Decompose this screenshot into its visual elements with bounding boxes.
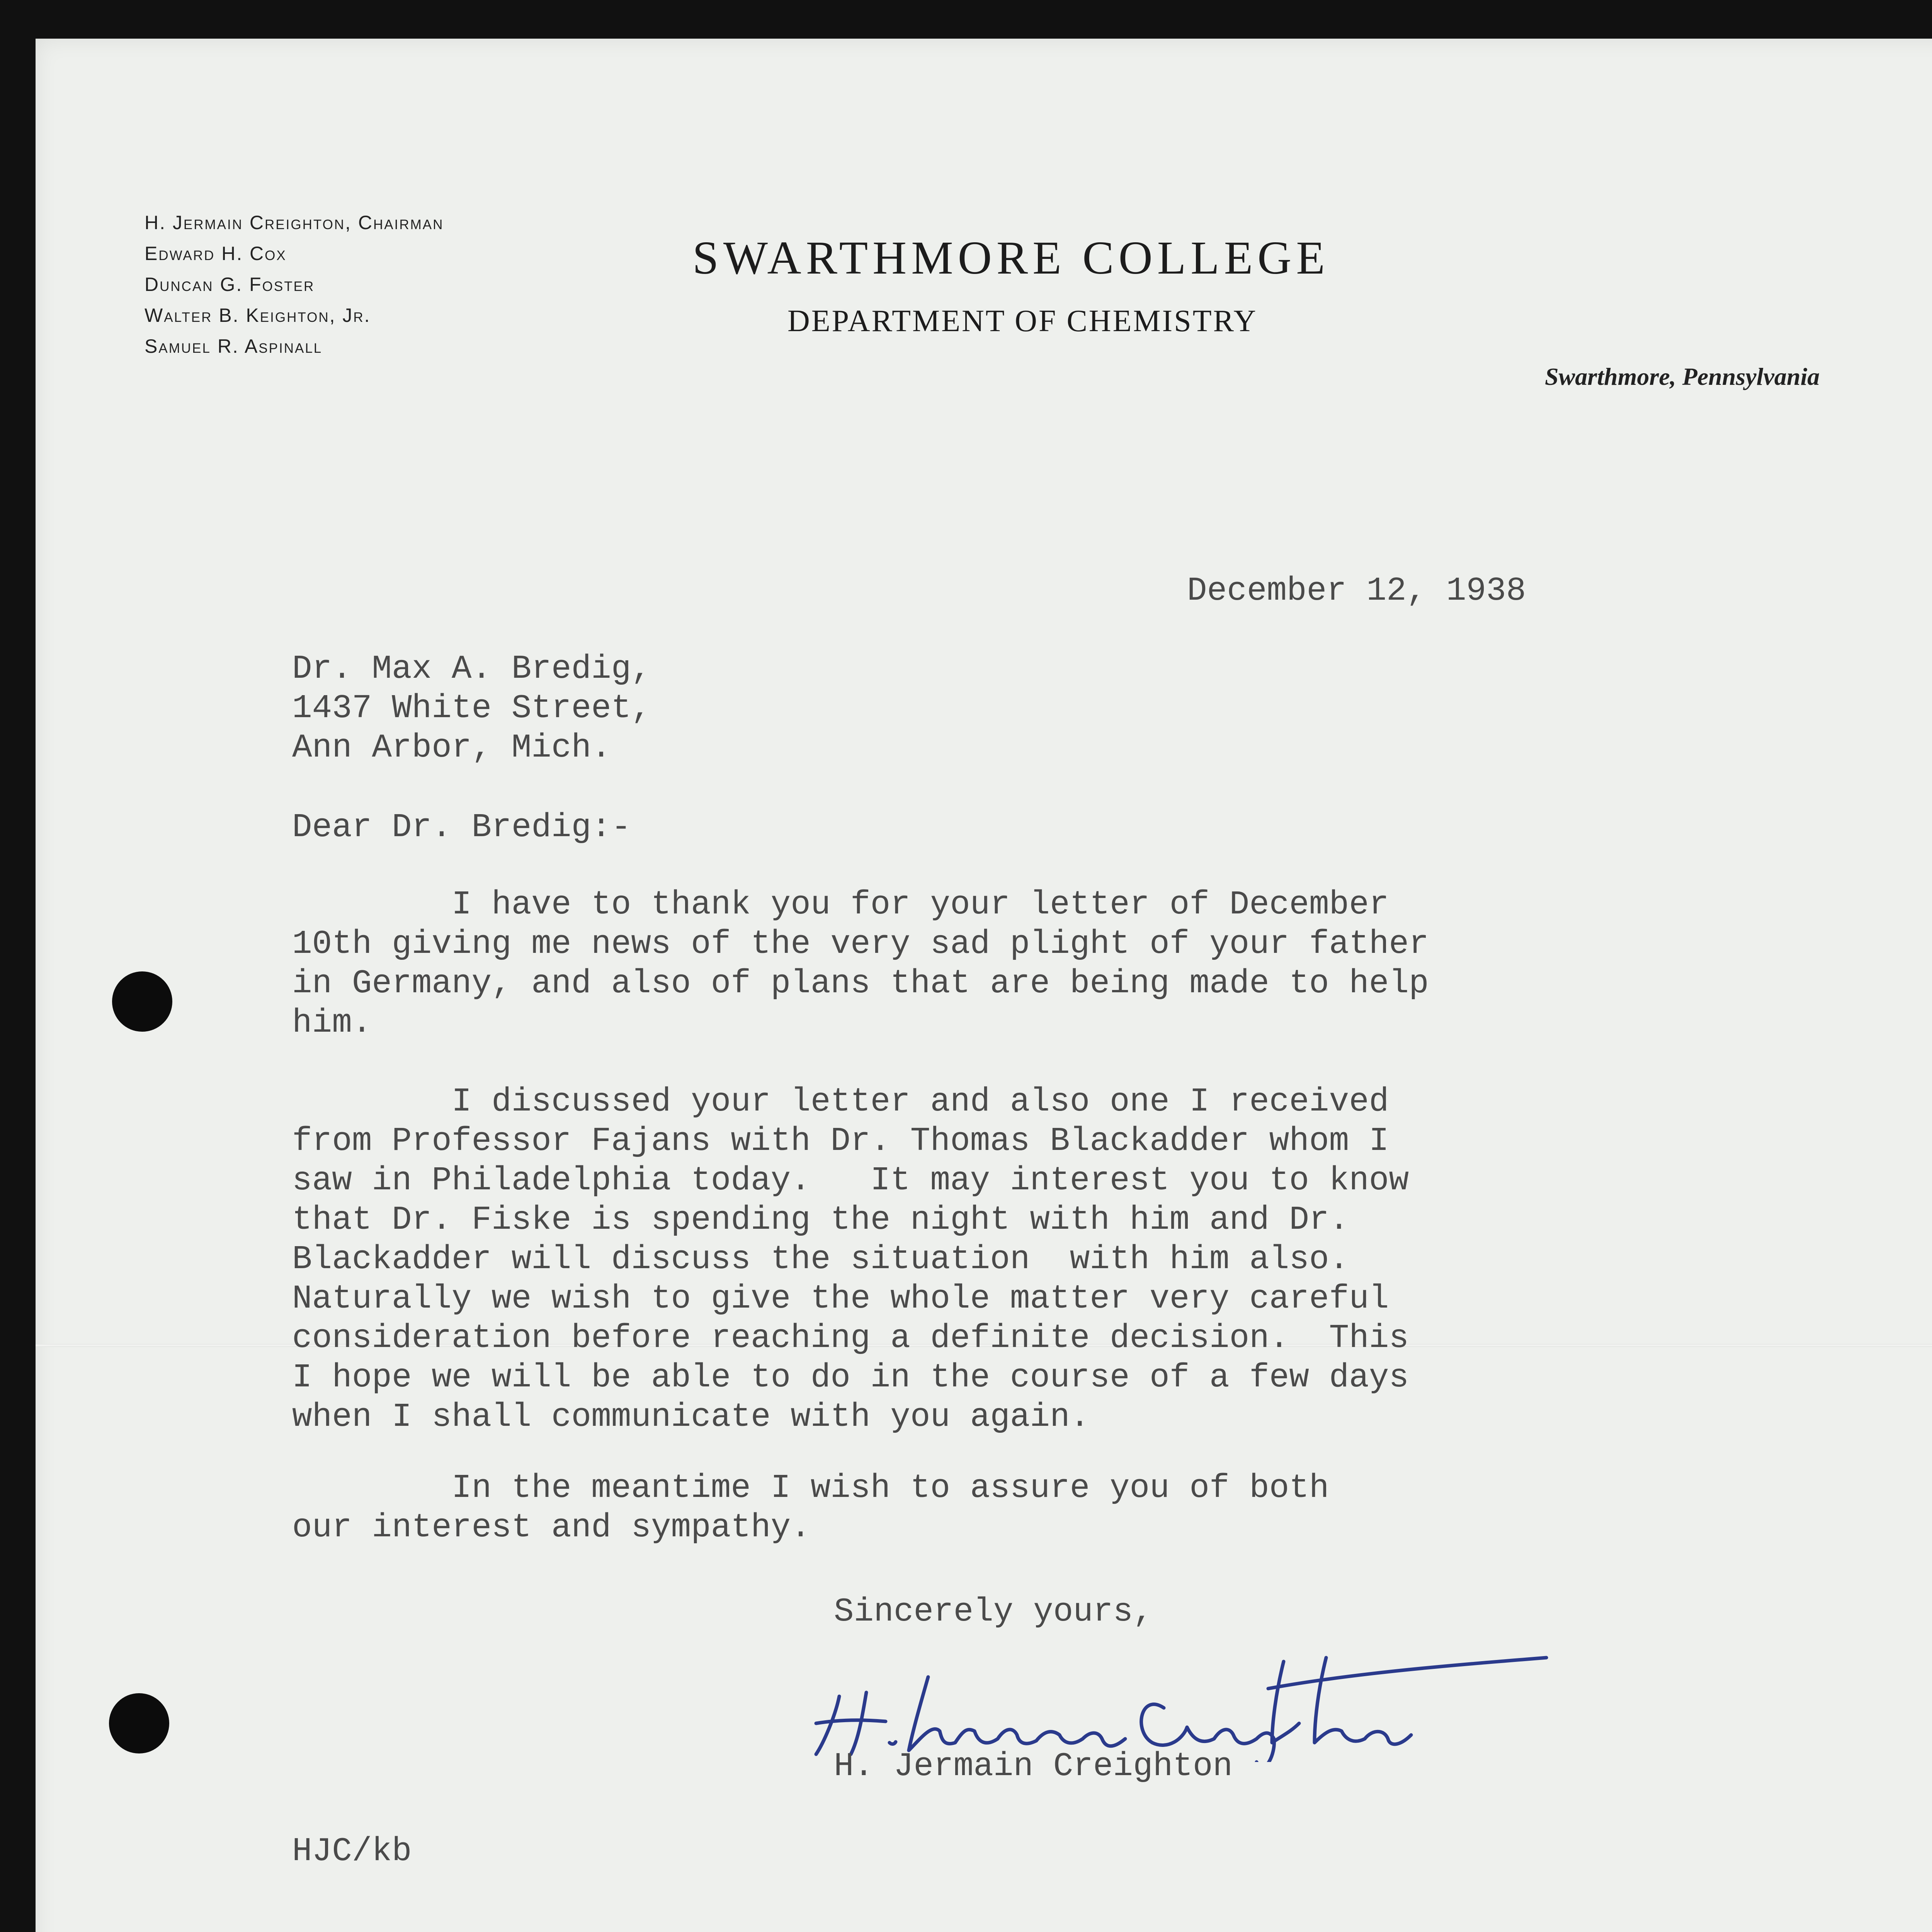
letter-sheet — [36, 39, 1932, 1932]
paragraph-line: Blackadder will discuss the situation with him also. — [292, 1240, 1349, 1278]
paragraph-line: Naturally we wish to give the whole matter very careful — [292, 1280, 1389, 1318]
signer-name: H. Jermain Creighton — [834, 1747, 1233, 1785]
reference-initials: HJC/kb — [292, 1832, 412, 1870]
college-name: SWARTHMORE COLLEGE — [692, 232, 1330, 284]
body-paragraph-2 — [292, 1082, 1409, 1437]
paragraph-line: In the meantime I wish to assure you of both — [292, 1469, 1329, 1507]
faculty-member: Edward H. Cox — [145, 243, 287, 264]
faculty-member: Duncan G. Foster — [145, 274, 315, 295]
paragraph-line: I discussed your letter and also one I received — [292, 1083, 1389, 1121]
paragraph-line: I have to thank you for your letter of December — [292, 886, 1389, 923]
letterhead-location: Swarthmore, Pennsylvania — [1545, 363, 1820, 390]
punch-hole-top — [112, 971, 172, 1032]
address-line: Dr. Max A. Bredig, — [292, 650, 651, 688]
paragraph-line: him. — [292, 1004, 372, 1042]
letter-date: December 12, 1938 — [1187, 572, 1526, 610]
faculty-member: H. Jermain Creighton, Chairman — [145, 212, 444, 233]
complimentary-close: Sincerely yours, — [834, 1593, 1153, 1631]
recipient-address — [292, 649, 651, 767]
address-line: Ann Arbor, Mich. — [292, 729, 611, 767]
paragraph-line: when I shall communicate with you again. — [292, 1398, 1090, 1436]
faculty-list — [145, 207, 444, 362]
address-line: 1437 White Street, — [292, 689, 651, 727]
paragraph-line: that Dr. Fiske is spending the night with him and Dr. — [292, 1201, 1349, 1239]
punch-hole-bottom — [109, 1693, 169, 1753]
paragraph-line: our interest and sympathy. — [292, 1509, 811, 1546]
paragraph-line: consideration before reaching a definite decision. This — [292, 1319, 1409, 1357]
body-paragraph-3 — [292, 1468, 1329, 1547]
body-paragraph-1 — [292, 885, 1429, 1043]
paragraph-line: in Germany, and also of plans that are being made to help — [292, 964, 1429, 1002]
salutation: Dear Dr. Bredig:- — [292, 808, 631, 846]
department-name: DEPARTMENT OF CHEMISTRY — [787, 304, 1258, 338]
faculty-member: Walter B. Keighton, Jr. — [145, 304, 371, 326]
paragraph-line: I hope we will be able to do in the course of a few days — [292, 1359, 1409, 1396]
paragraph-line: from Professor Fajans with Dr. Thomas Blackadder whom I — [292, 1122, 1389, 1160]
handwritten-signature — [793, 1615, 1558, 1762]
paragraph-line: saw in Philadelphia today. It may interest you to know — [292, 1162, 1409, 1199]
faculty-member: Samuel R. Aspinall — [145, 335, 323, 357]
paragraph-line: 10th giving me news of the very sad plight of your father — [292, 925, 1429, 963]
